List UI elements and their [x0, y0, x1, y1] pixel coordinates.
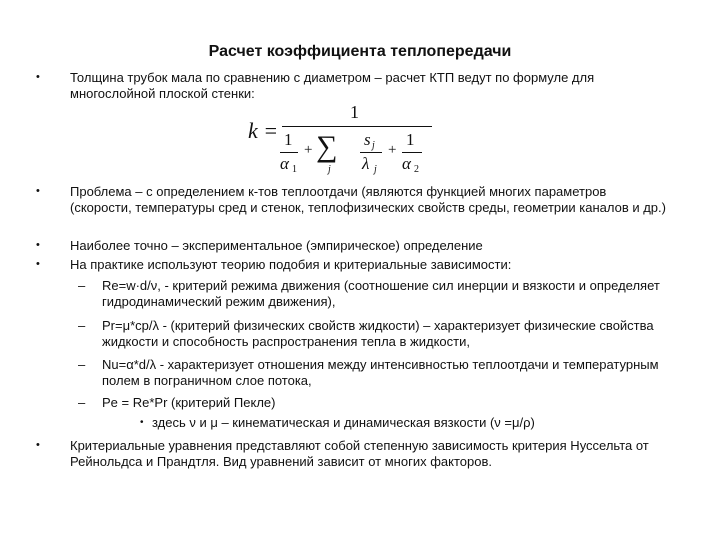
- formula-frac1-line: [280, 152, 298, 153]
- dash-marker: –: [78, 357, 86, 372]
- viscosity-note: здесь ν и μ – кинематическая и динамическая вязкости (ν =μ/ρ): [152, 415, 535, 430]
- formula-k: k =: [248, 118, 279, 143]
- bullet-problem: Проблема – с определением к-тов теплоотдачи (являются функцией многих параметров (скорости, температуры сред и стенок, теплофизических свойств среды, геометрии каналов и др.): [70, 184, 666, 215]
- dash-marker: –: [78, 278, 86, 293]
- heat-transfer-formula: [246, 100, 446, 180]
- formula-s: s: [364, 130, 371, 149]
- bullet-wall-thickness: Толщина трубок мала по сравнению с диаметром – расчет КТП ведут по формуле для многослойной плоской стенки:: [70, 70, 595, 101]
- formula-numerator: 1: [350, 102, 359, 122]
- bullet-marker: •: [36, 439, 40, 451]
- formula-frac2-line: [360, 152, 382, 153]
- bullet-marker: •: [36, 258, 40, 270]
- dash-marker: –: [78, 395, 86, 410]
- bullet-similarity-theory: На практике используют теорию подобия и критериальные зависимости:: [70, 257, 512, 272]
- criterion-reynolds: Re=w·d/ν, - критерий режима движения (соотношение сил инерции и вязкости и определяет гидродинамический режим движения),: [102, 278, 660, 309]
- criterion-peclet: Pe = Re*Pr (критерий Пекле): [102, 395, 276, 410]
- subbullet-marker: •: [140, 417, 144, 428]
- formula-alpha2-sub: 2: [414, 164, 419, 175]
- formula-s-sub: j: [372, 140, 375, 151]
- bullet-marker: •: [36, 239, 40, 251]
- formula-sum: ∑: [316, 130, 338, 163]
- formula-alpha1-sub: 1: [292, 164, 297, 175]
- bullet-marker: •: [36, 71, 40, 83]
- formula-sum-index: j: [328, 164, 331, 175]
- formula-alpha1: α: [280, 154, 289, 173]
- formula-plus1: +: [304, 142, 313, 158]
- dash-marker: –: [78, 318, 86, 333]
- formula-lambda-sub: j: [374, 164, 377, 175]
- formula-frac3-line: [402, 152, 422, 153]
- criterion-nusselt: Nu=α*d/λ - характеризует отношения между интенсивностью теплоотдачи и температурным полем в пограничном слое потока,: [102, 357, 659, 388]
- bullet-experimental: Наиболее точно – экспериментальное (эмпирическое) определение: [70, 238, 483, 253]
- formula-main-fraction-line: [282, 126, 432, 127]
- formula-lambda: λ: [362, 154, 370, 173]
- bullet-marker: •: [36, 185, 40, 197]
- slide-title: Расчет коэффициента теплопередачи: [208, 43, 512, 60]
- formula-plus2: +: [388, 142, 397, 158]
- bullet-criterial-equations: Критериальные уравнения представляют собой степенную зависимость критерия Нуссельта от Рейнольдса и Прандтля. Вид уравнений зависит от многих факторов.: [70, 438, 649, 469]
- formula-alpha2: α: [402, 154, 411, 173]
- formula-frac3-num: 1: [406, 130, 415, 149]
- formula-frac1-num: 1: [284, 130, 293, 149]
- criterion-prandtl: Pr=μ*cp/λ - (критерий физических свойств жидкости) – характеризует физические свойства жидкости и способность распространения тепла в жидкости,: [102, 318, 654, 349]
